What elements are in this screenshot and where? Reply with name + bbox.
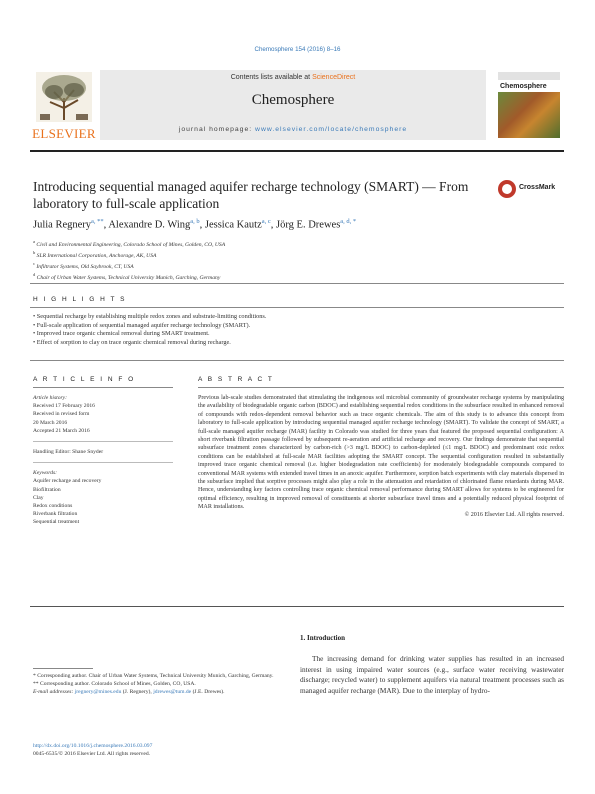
publisher-name: ELSEVIER xyxy=(32,126,96,141)
email-link[interactable]: jregnery@mines.edu xyxy=(74,689,122,696)
footnote: * Corresponding author. Chair of Urban Water Systems, Technical University Munich, Garching, Germany. xyxy=(33,673,274,679)
footnote-emails xyxy=(33,688,283,696)
section-rule xyxy=(30,360,564,361)
abstract-rule xyxy=(198,387,564,388)
highlights-heading: H I G H L I G H T S xyxy=(33,296,127,303)
affiliation: $^b$ SLR International Corporation, Anchorage, AK, USA xyxy=(33,250,157,259)
affiliation: $^d$ Chair of Urban Water Systems, Technical University Munich, Garching, Germany xyxy=(33,272,221,282)
article-info-heading: A R T I C L E I N F O xyxy=(33,376,136,383)
highlight-item: • Effect of sorption to clay on trace organic chemical removal during recharge. xyxy=(33,338,231,346)
issn-line: 0045-6535/© 2016 Elsevier Ltd. All rights reserved. xyxy=(33,751,151,757)
handling-editor: Handling Editor: Shane Snyder xyxy=(33,449,104,456)
email-owner: (J. Regnery), xyxy=(121,689,154,696)
article-info-divider xyxy=(33,441,173,442)
keyword: Sequential treatment xyxy=(33,519,80,526)
contents-prefix: Contents lists available at xyxy=(230,74,313,81)
history-item: Received in revised form xyxy=(33,411,90,418)
section-rule xyxy=(30,307,564,308)
history-item: Accepted 21 March 2016 xyxy=(33,427,90,434)
author-name: Julia Regnery xyxy=(33,219,92,231)
keyword: Aquifer recharge and recovery xyxy=(33,478,102,485)
author-name: Jessica Kautz xyxy=(204,219,262,231)
keyword: Riverbank filtration xyxy=(33,511,78,518)
footnote-rule xyxy=(33,668,93,669)
contents-line xyxy=(100,74,486,81)
doi-link[interactable]: http://dx.doi.org/10.1016/j.chemosphere.2016.03.097 xyxy=(33,743,153,749)
email-link[interactable]: jdrewes@tum.de xyxy=(153,689,192,696)
keyword: Clay xyxy=(33,494,44,501)
cover-label: Chemosphere xyxy=(500,83,547,90)
author-name: Alexandre D. Wing xyxy=(108,219,191,231)
affiliation: $^a$ Civil and Environmental Engineering, Colorado School of Mines, Golden, CO, USA xyxy=(33,239,226,248)
crossmark-icon xyxy=(498,180,516,198)
abstract-text: Previous lab-scale studies demonstrated that stimulating the indigenous soil microbial community of groundwater recharge systems by manipulating the availability of biodegradable organic carbon (BDOC) and establishing sequential redox conditions in the subsurface resulted in enhanced removal of compounds with redox-dependent removal behavior such as trace organic chemicals. The aim of this study is to advance this concept from laboratory to full-scale application by introducing sequential managed aquifer recharge technology (SMART). To validate the concept of SMART, a full-scale managed aquifer recharge (MAR) facility in Colorado was studied for three years that featured the proposed sequential configuration: A short riverbank filtration passage followed by subsequent re-aeration and artificial recharge and recovery. Our findings demonstrate that sequential subsurface treatment zones characterized by carbon-rich (>3 mg/L BDOC) to carbon-depleted (≤1 mg/L BDOC) and predominant oxic redox conditions can be established at full-scale MAR facilities adopting the SMART concept. The sequential configuration resulted in substantially improved trace organic chemical removal (i.e. higher biodegradation rate coefficients) for moderately biodegradable compounds compared to conventional MAR systems with extended travel times in an anoxic aquifer. Furthermore, sorption batch experiments with clay materials dispersed in the subsurface implied that sorptive processes might also play a role in the attenuation and retardation of chlorinated flame retardants during MAR. Hence, understanding key factors controlling trace organic chemical removal performance during SMART allows for systems to be engineered for optimal efficiency, resulting in improved removal of constituents at shorter subsurface travel times and a potentially reduced physical footprint of MAR installations. xyxy=(198,395,564,511)
highlight-item: • Sequential recharge by establishing multiple redox zones and substrate-limiting conditions. xyxy=(33,313,267,320)
history-item: Received 17 February 2016 xyxy=(33,403,95,410)
header-rule xyxy=(30,150,564,152)
cover-image xyxy=(498,92,560,138)
author-sup[interactable]: a, c xyxy=(261,218,271,225)
highlight-item: • Improved trace organic chemical removal during SMART treatment. xyxy=(33,330,210,338)
sciencedirect-link[interactable]: ScienceDirect xyxy=(312,74,356,81)
doi-block xyxy=(33,742,283,758)
author-sup[interactable]: a, d, * xyxy=(340,218,357,225)
author-list: Julia Regnery$^{a, **}$, Alexandre D. Wing$^{a, b}$, Jessica Kautz$^{a, c}$, Jörg E. Drewes$^{a, d, *}$ xyxy=(33,218,357,231)
history-item: 20 March 2016 xyxy=(33,419,68,426)
history-label: Article history: xyxy=(33,395,68,401)
author-sup[interactable]: a, ** xyxy=(91,218,104,225)
journal-header-panel xyxy=(100,70,486,140)
highlight-item: • Full-scale application of sequential managed aquifer recharge technology (SMART). xyxy=(33,321,251,329)
abstract-copyright: © 2016 Elsevier Ltd. All rights reserved. xyxy=(464,511,564,518)
journal-title: Chemosphere xyxy=(251,92,335,108)
footnote: ** Corresponding author. Colorado School of Mines, Golden, CO, USA. xyxy=(33,681,196,688)
article-title: Introducing sequential managed aquifer recharge technology (SMART) — From laboratory to full-scale application xyxy=(33,179,469,211)
email-owner: (J.E. Drewes). xyxy=(191,689,225,696)
abstract xyxy=(198,376,564,518)
affiliation: $^c$ Infiltrator Systems, Old Saybrook, CT, USA xyxy=(33,261,134,270)
introduction-heading: 1. Introduction xyxy=(300,634,345,642)
affiliations xyxy=(33,238,563,282)
homepage-prefix: journal homepage: xyxy=(178,126,256,133)
keywords-label: Keywords: xyxy=(33,470,58,477)
section-rule xyxy=(30,283,564,284)
keyword: Redox conditions xyxy=(33,503,73,510)
elsevier-logo xyxy=(30,70,98,141)
footnotes xyxy=(33,672,283,697)
article-info-divider xyxy=(33,462,173,463)
article-info-rule xyxy=(33,387,173,388)
email-label: E-mail addresses: xyxy=(33,689,75,696)
section-rule xyxy=(30,606,564,607)
crossmark-badge[interactable] xyxy=(498,180,564,200)
introduction-text: The increasing demand for drinking water supplies has resulted in an increased interest in using impaired water sources (e.g., surface water receiving wastewater discharge; recycled water) to supplement aquifers via natural treatment processes such as managed aquifer recharge (MAR). Due to the interplay of hydro- xyxy=(300,654,564,695)
highlights-list xyxy=(33,313,563,347)
elsevier-tree-icon xyxy=(36,72,92,122)
article-info xyxy=(33,376,173,527)
journal-homepage xyxy=(100,126,486,133)
cover-top-band xyxy=(498,72,560,80)
author-name: Jörg E. Drewes xyxy=(276,219,341,231)
keyword: Biofiltration xyxy=(33,486,61,493)
journal-citation[interactable]: Chemosphere 154 (2016) 8–16 xyxy=(254,46,341,53)
homepage-link[interactable]: www.elsevier.com/locate/chemosphere xyxy=(255,126,408,133)
journal-cover[interactable] xyxy=(494,70,564,140)
crossmark-label: CrossMark xyxy=(519,184,556,191)
author-sup[interactable]: a, b xyxy=(190,218,200,225)
abstract-heading: A B S T R A C T xyxy=(198,376,274,383)
